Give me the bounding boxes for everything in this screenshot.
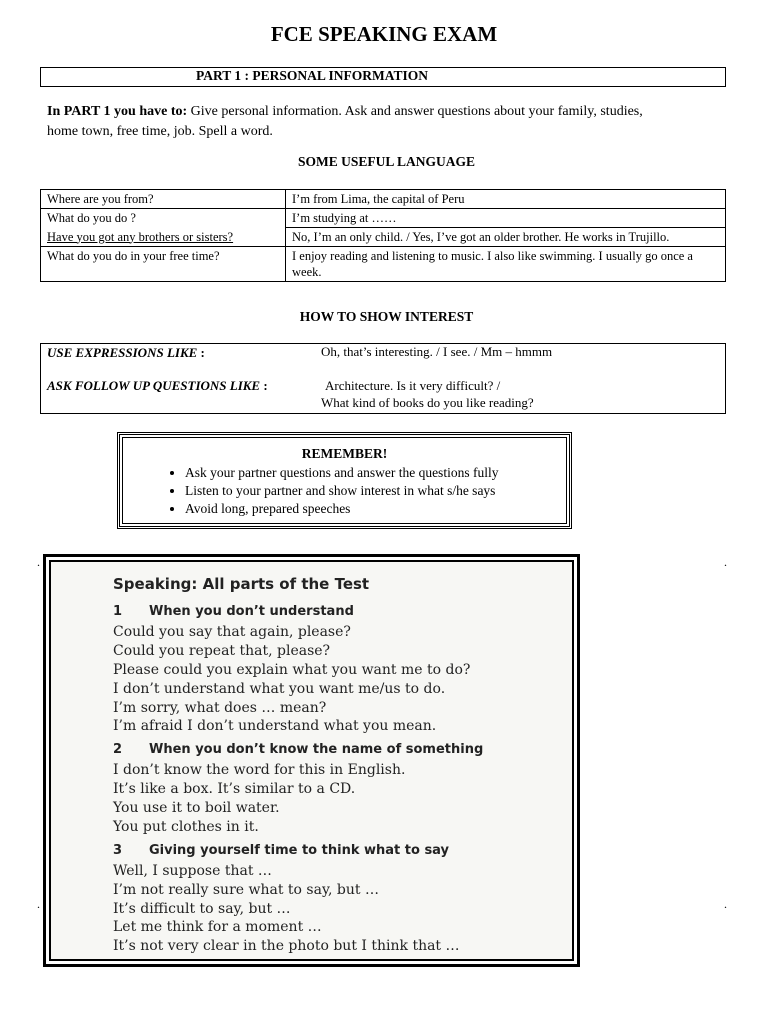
stray-dot: . bbox=[724, 897, 727, 911]
phrase-line: I don’t understand what you want me/us to do. bbox=[113, 681, 446, 697]
page-title: FCE SPEAKING EXAM bbox=[270, 22, 498, 46]
phrase-line: It’s difficult to say, but … bbox=[113, 901, 291, 917]
stray-dot: . bbox=[37, 897, 40, 911]
followup-label: ASK FOLLOW UP QUESTIONS LIKE : bbox=[47, 378, 268, 393]
remember-box bbox=[117, 432, 572, 529]
useful-language-heading: SOME USEFUL LANGUAGE bbox=[297, 154, 476, 169]
section-number: 2 bbox=[113, 742, 123, 757]
remember-list bbox=[123, 464, 498, 518]
answer-cell: I enjoy reading and listening to music. I also like swimming. I usually go once a week. bbox=[286, 247, 726, 282]
phrase-line: You use it to boil water. bbox=[113, 800, 280, 816]
phrase-line: Well, I suppose that … bbox=[113, 863, 272, 879]
stray-dot: . bbox=[37, 555, 40, 569]
speaking-phrases-image bbox=[43, 554, 580, 967]
question-cell: What do you do ? bbox=[41, 209, 286, 228]
phrase-line: It’s not very clear in the photo but I think that … bbox=[113, 938, 460, 954]
list-item: • Avoid long, prepared speeches bbox=[185, 500, 498, 518]
interest-heading: HOW TO SHOW INTEREST bbox=[299, 309, 474, 324]
section-number: 3 bbox=[113, 843, 123, 858]
question-cell: Where are you from? bbox=[41, 190, 286, 209]
section-heading: When you don’t know the name of something bbox=[149, 742, 484, 757]
expressions-label: USE EXPRESSIONS LIKE : bbox=[47, 345, 205, 360]
answer-cell: I’m from Lima, the capital of Peru bbox=[286, 190, 726, 209]
intro-paragraph bbox=[47, 102, 727, 142]
table-row bbox=[41, 247, 726, 282]
table-row bbox=[41, 209, 726, 228]
question-cell: What do you do in your free time? bbox=[41, 247, 286, 282]
speaking-title: Speaking: All parts of the Test bbox=[113, 575, 370, 593]
section-heading: Giving yourself time to think what to say bbox=[149, 843, 450, 858]
section-number: 1 bbox=[113, 604, 123, 619]
stray-dot: . bbox=[724, 555, 727, 569]
phrase-line: I’m not really sure what to say, but … bbox=[113, 882, 379, 898]
intro-line2: home town, free time, job. Spell a word. bbox=[47, 124, 273, 139]
part-heading: PART 1 : PERSONAL INFORMATION bbox=[196, 68, 429, 83]
followup-value-line1: Architecture. Is it very difficult? / bbox=[325, 378, 501, 393]
expressions-value: Oh, that’s interesting. / I see. / Mm – hmmm bbox=[321, 344, 553, 359]
answer-cell: I’m studying at …… bbox=[286, 209, 726, 228]
phrase-line: It’s like a box. It’s similar to a CD. bbox=[113, 781, 356, 797]
table-row bbox=[41, 190, 726, 209]
phrase-line: Could you repeat that, please? bbox=[113, 643, 331, 659]
phrase-line: Let me think for a moment … bbox=[113, 919, 322, 935]
interest-box bbox=[40, 343, 726, 414]
phrase-line: I don’t know the word for this in English. bbox=[113, 762, 406, 778]
part-heading-box bbox=[40, 67, 726, 87]
phrase-line: You put clothes in it. bbox=[113, 819, 259, 835]
table-row bbox=[41, 228, 726, 247]
phrase-line: I’m afraid I don’t understand what you mean. bbox=[113, 718, 437, 734]
intro-line1: Give personal information. Ask and answer questions about your family, studies, bbox=[187, 104, 643, 119]
phrase-line: Please could you explain what you want me to do? bbox=[113, 662, 471, 678]
phrase-line: Could you say that again, please? bbox=[113, 624, 351, 640]
phrase-line: I’m sorry, what does … mean? bbox=[113, 700, 327, 716]
useful-language-table bbox=[40, 189, 726, 282]
remember-heading: REMEMBER! bbox=[301, 446, 388, 461]
section-heading: When you don’t understand bbox=[149, 604, 354, 619]
intro-lead: In PART 1 you have to: bbox=[47, 104, 188, 119]
list-item: • Listen to your partner and show interest in what s/he says bbox=[185, 482, 498, 500]
list-item: • Ask your partner questions and answer the questions fully bbox=[185, 464, 498, 482]
question-cell: Have you got any brothers or sisters? bbox=[41, 228, 286, 247]
followup-value-line2: What kind of books do you like reading? bbox=[321, 395, 534, 410]
answer-cell: No, I’m an only child. / Yes, I’ve got an older brother. He works in Trujillo. bbox=[286, 228, 726, 247]
